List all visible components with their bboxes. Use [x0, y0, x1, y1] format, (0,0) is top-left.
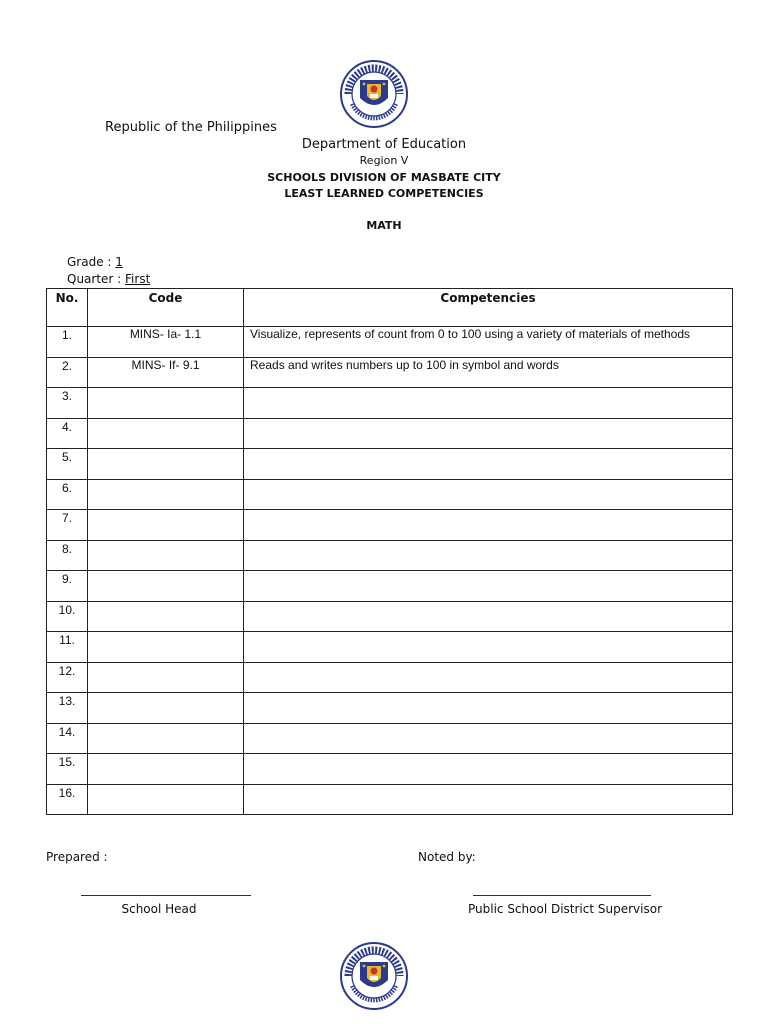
row-competency [244, 510, 733, 541]
document-title: LEAST LEARNED COMPETENCIES [284, 187, 484, 200]
table-row [47, 449, 733, 480]
row-code [88, 632, 244, 663]
signature-line-left [81, 895, 251, 896]
row-competency [244, 449, 733, 480]
row-number: 11. [47, 632, 88, 663]
row-number: 4. [47, 418, 88, 449]
grade-line [67, 255, 123, 269]
signatory-school-head: School Head [121, 902, 197, 916]
division-heading: SCHOOLS DIVISION OF MASBATE CITY [267, 171, 501, 184]
row-number: 13. [47, 693, 88, 724]
table-row [47, 418, 733, 449]
table-row [47, 479, 733, 510]
row-number: 15. [47, 754, 88, 785]
row-number: 14. [47, 723, 88, 754]
table-row [47, 388, 733, 419]
quarter-label: Quarter : [67, 272, 126, 286]
table-row [47, 601, 733, 632]
row-number: 10. [47, 601, 88, 632]
row-competency [244, 601, 733, 632]
row-code [88, 754, 244, 785]
prepared-label: Prepared : [46, 850, 108, 864]
row-number: 5. [47, 449, 88, 480]
header-no: No. [47, 289, 88, 327]
table-row [47, 510, 733, 541]
region-heading: Region V [359, 154, 409, 167]
table-row [47, 662, 733, 693]
row-code: MINS- Ia- 1.1 [88, 327, 244, 358]
row-number: 8. [47, 540, 88, 571]
row-competency: Visualize, represents of count from 0 to 100 using a variety of materials of methods [244, 327, 733, 358]
table-body [47, 327, 733, 815]
row-competency [244, 784, 733, 815]
row-number: 9. [47, 571, 88, 602]
row-competency [244, 662, 733, 693]
header-competencies: Competencies [244, 289, 733, 327]
competencies-table [46, 288, 733, 815]
row-code [88, 479, 244, 510]
table-row [47, 571, 733, 602]
row-competency [244, 754, 733, 785]
row-competency [244, 723, 733, 754]
row-number: 16. [47, 784, 88, 815]
row-number: 3. [47, 388, 88, 419]
table-row [47, 357, 733, 388]
row-number: 12. [47, 662, 88, 693]
row-competency [244, 418, 733, 449]
row-number: 6. [47, 479, 88, 510]
header-code: Code [88, 289, 244, 327]
row-number: 1. [47, 327, 88, 358]
table-row [47, 754, 733, 785]
row-code: MINS- If- 9.1 [88, 357, 244, 388]
table-header-row [47, 289, 733, 327]
row-code [88, 662, 244, 693]
row-code [88, 510, 244, 541]
table-row [47, 784, 733, 815]
row-code [88, 540, 244, 571]
signatory-district-supervisor: Public School District Supervisor [467, 902, 662, 916]
row-code [88, 723, 244, 754]
row-competency [244, 388, 733, 419]
row-competency [244, 693, 733, 724]
row-code [88, 418, 244, 449]
row-number: 2. [47, 357, 88, 388]
noted-by-label: Noted by: [418, 850, 476, 864]
deped-seal-logo-bottom [340, 942, 408, 1010]
deped-seal-logo [340, 60, 408, 128]
table-row [47, 540, 733, 571]
table-row [47, 693, 733, 724]
row-competency [244, 479, 733, 510]
department-heading-text: Department of Education [301, 137, 467, 152]
signature-line-right [473, 895, 651, 896]
subject-heading: MATH [366, 219, 402, 232]
row-code [88, 693, 244, 724]
row-competency: Reads and writes numbers up to 100 in symbol and words [244, 357, 733, 388]
row-code [88, 784, 244, 815]
row-competency [244, 571, 733, 602]
row-competency [244, 540, 733, 571]
row-number: 7. [47, 510, 88, 541]
row-code [88, 601, 244, 632]
table-row [47, 632, 733, 663]
table-row [47, 327, 733, 358]
row-code [88, 388, 244, 419]
row-code [88, 571, 244, 602]
republic-heading: Republic of the Philippines [105, 120, 277, 135]
quarter-value: First [125, 272, 151, 286]
row-code [88, 449, 244, 480]
row-competency [244, 632, 733, 663]
department-heading [0, 137, 768, 152]
grade-label: Grade : [67, 255, 116, 269]
grade-value: 1 [115, 255, 123, 269]
table-row [47, 723, 733, 754]
quarter-line [67, 272, 150, 286]
